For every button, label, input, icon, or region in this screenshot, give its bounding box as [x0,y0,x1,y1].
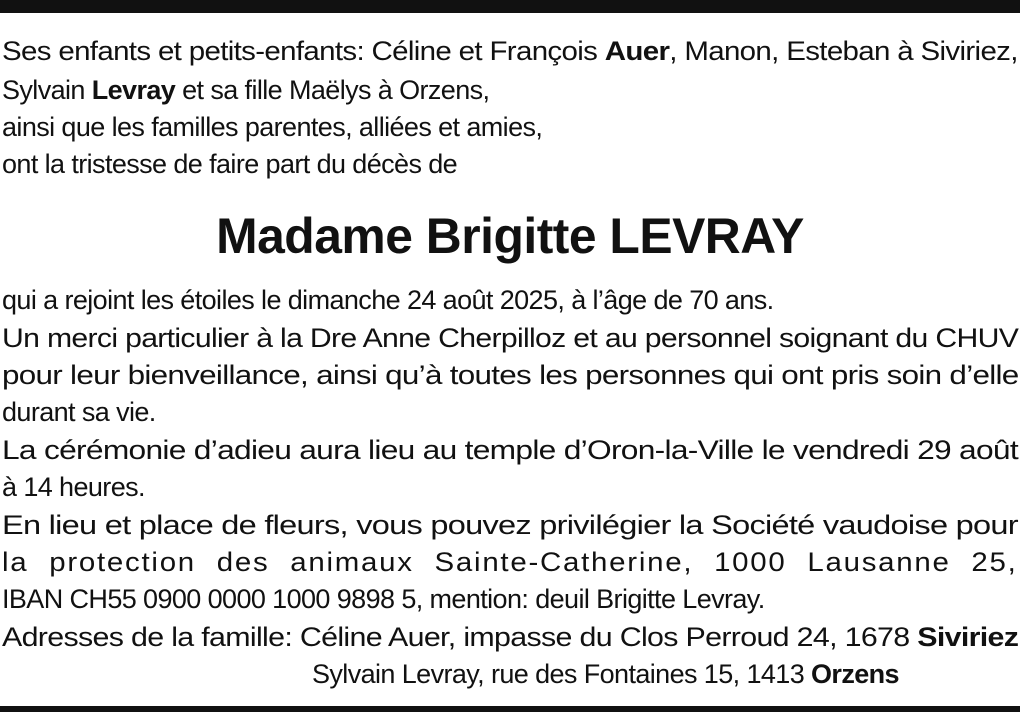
address-line-1-text: Adresses de la famille: Céline Auer, impasse du Clos Perroud 24, 1678 [2,622,918,652]
address-town-siviriez: Siviriez [917,622,1019,652]
family-line-1-text-c: , Manon, Esteban à Siviriez, [669,36,1018,66]
bottom-rule [0,706,1020,712]
deceased-name-heading: Madame Brigitte LEVRAY [216,208,804,264]
address-town-orzens: Orzens [811,659,899,689]
family-line-2-text-a: Sylvain [2,75,92,105]
family-line-2-text-c: et sa fille Maëlys à Orzens, [175,75,490,105]
address-line-1 [2,619,1018,655]
address-line-2 [312,656,899,692]
family-line-2 [2,72,489,108]
family-name-levray: Levray [91,75,176,105]
address-line-2-text: Sylvain Levray, rue des Fontaines 15, 1413 [312,659,812,689]
body-line-5: La cérémonie d’adieu aura lieu au temple d’Oron-la-Ville le vendredi 29 août [2,435,1018,465]
body-line-8: la protection des animaux Sainte-Catherine, 1000 Lausanne 25, [2,547,1018,577]
body-line-2: Un merci particulier à la Dre Anne Cherpilloz et au personnel soignant du CHUV [2,323,1019,353]
family-line-3: ainsi que les familles parentes, alliées et amies, [2,112,543,142]
body-line-7: En lieu et place de fleurs, vous pouvez privilégier la Société vaudoise pour [2,510,1018,540]
family-line-1 [2,33,1018,69]
top-rule [0,0,1020,13]
body-line-6: à 14 heures. [2,472,145,502]
family-line-4: ont la tristesse de faire part du décès de [2,149,458,179]
body-line-4: durant sa vie. [2,397,156,427]
family-name-auer: Auer [604,36,670,66]
body-line-1: qui a rejoint les étoiles le dimanche 24 août 2025, à l’âge de 70 ans. [2,285,774,315]
body-line-9: IBAN CH55 0900 0000 1000 9898 5, mention: deuil Brigitte Levray. [2,584,765,614]
family-line-1-text-a: Ses enfants et petits-enfants: Céline et François [2,36,605,66]
body-line-3: pour leur bienveillance, ainsi qu’à toutes les personnes qui ont pris soin d’elle [2,360,1019,390]
